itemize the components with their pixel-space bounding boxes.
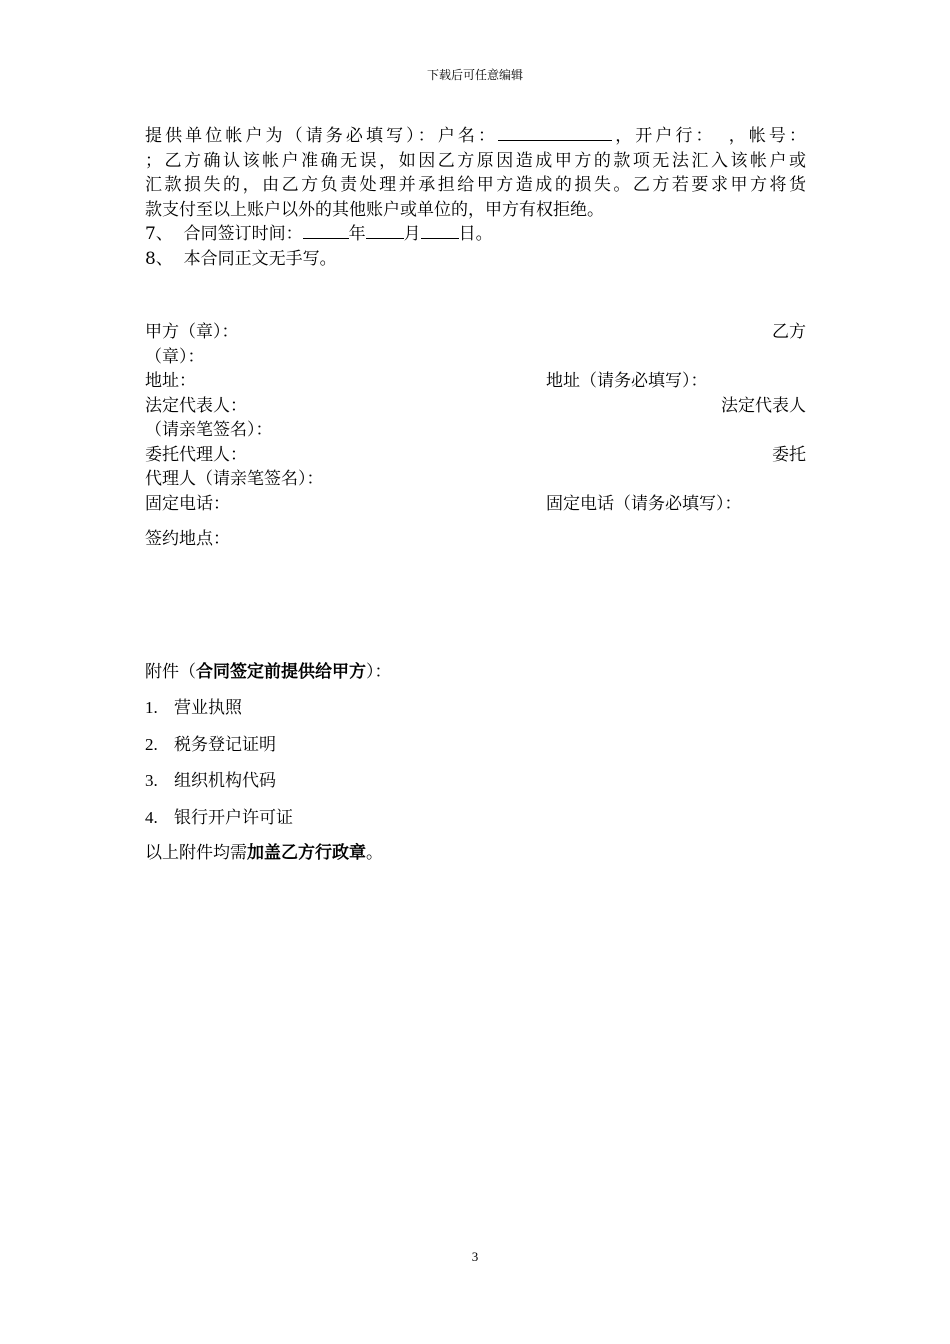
account-line-3: 汇款损失的，由乙方负责处理并承担给甲方造成的损失。乙方若要求甲方将货 (145, 175, 806, 195)
document-body (145, 124, 806, 872)
phone-row (145, 492, 806, 517)
place-row (145, 527, 806, 552)
party-b-seal-label-cont: （章）： (145, 346, 205, 367)
attachments-title (145, 655, 806, 691)
day-blank (421, 222, 459, 239)
party-a-phone-label: 固定电话： (145, 493, 230, 514)
party-b-seal-label: 乙方 (772, 322, 806, 342)
list-item-label: 税务登记证明 (174, 734, 276, 755)
list-item-number: 2. (145, 734, 158, 754)
attachments-note-suffix: 。 (366, 843, 383, 863)
account-line-4: 款支付至以上账户以外的其他账户或单位的，甲方有权拒绝。 (145, 199, 604, 220)
list-item-label: 营业执照 (174, 698, 242, 718)
account-name-label: 提供单位帐户为（请务必填写）：户名： (145, 126, 499, 146)
party-a-agent-label: 委托代理人： (145, 444, 247, 465)
agent-row (145, 443, 806, 468)
party-b-agent-label-cont: 代理人（请亲笔签名）： (145, 469, 324, 489)
clause-8-number: 8、 (145, 248, 173, 269)
attachments-title-prefix: 附件（ (145, 661, 196, 682)
month-label: 月 (403, 224, 421, 244)
list-item (145, 690, 806, 727)
clause-7-number: 7、 (145, 224, 173, 244)
legal-rep-row (145, 394, 806, 419)
page-header: 下载后可任意编辑 (426, 68, 523, 82)
list-item (145, 800, 806, 837)
address-row (145, 369, 806, 394)
agent-row-cont (145, 467, 806, 492)
list-item-number: 1. (145, 698, 158, 717)
party-a-address-label: 地址： (145, 371, 196, 391)
attachments-note-bold: 加盖乙方行政章 (247, 843, 366, 863)
party-b-phone-label: 固定电话（请务必填写）： (546, 493, 742, 514)
clause-7 (145, 222, 806, 247)
attachment-list (145, 690, 806, 836)
bank-label: ，开户行： (612, 126, 716, 146)
attachments-note-prefix: 以上附件均需 (145, 843, 247, 863)
list-item-label: 银行开户许可证 (174, 807, 293, 828)
list-item (145, 727, 806, 764)
signing-place-label: 签约地点： (145, 529, 230, 549)
seal-row (145, 320, 806, 345)
attachments-note (145, 836, 806, 872)
list-item (145, 763, 806, 800)
attachments-title-bold: 合同签定前提供给甲方 (196, 661, 366, 682)
party-b-address-label: 地址（请务必填写）： (546, 371, 708, 391)
party-b-legal-rep-label: 法定代表人 (721, 395, 806, 416)
seal-row-cont (145, 345, 806, 370)
party-a-legal-rep-label: 法定代表人： (145, 395, 247, 416)
attachments-title-suffix: ）： (366, 661, 392, 682)
party-a-seal-label: 甲方（章）： (145, 322, 239, 342)
party-b-legal-rep-label-cont: （请亲笔签名）： (145, 420, 273, 440)
day-label: 日。 (458, 224, 493, 244)
month-blank (366, 222, 404, 239)
clause-8 (145, 247, 806, 272)
clause-8-text: 本合同正文无手写。 (183, 248, 337, 269)
year-blank (303, 222, 349, 239)
account-name-blank (498, 124, 612, 141)
page-number: 3 (471, 1249, 479, 1264)
account-line-1 (145, 124, 806, 149)
party-b-agent-label: 委托 (772, 444, 806, 465)
list-item-number: 4. (145, 807, 158, 827)
account-line-2: ；乙方确认该帐户准确无误，如因乙方原因造成甲方的款项无法汇入该帐户或 (145, 150, 806, 171)
clause-7-text: 合同签订时间： (183, 224, 303, 244)
account-number-label: ，帐号： (725, 126, 807, 146)
legal-rep-row-cont (145, 418, 806, 443)
list-item-label: 组织机构代码 (174, 771, 276, 791)
list-item-number: 3. (145, 771, 158, 790)
year-label: 年 (348, 224, 366, 244)
